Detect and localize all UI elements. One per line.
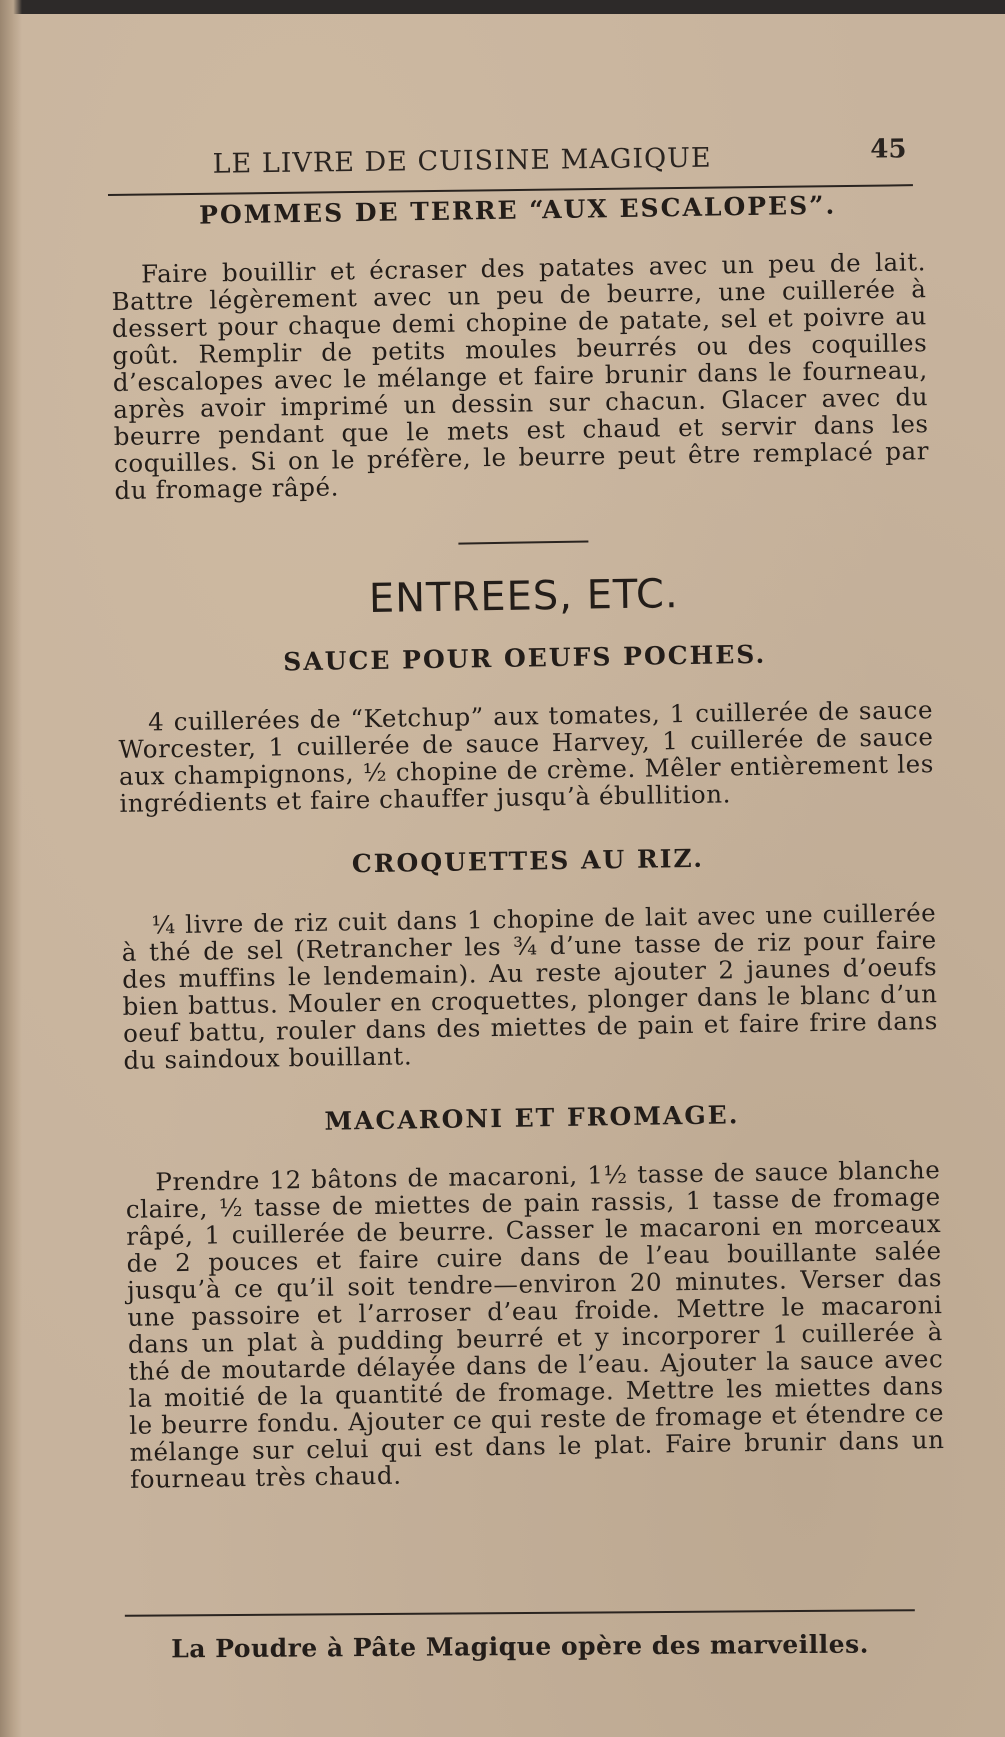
recipe-title-pommes-de-terre: POMMES DE TERRE “AUX ESCALOPES”.	[198, 190, 837, 230]
footer-rule	[125, 1609, 915, 1617]
page-binding-edge	[0, 0, 22, 1737]
recipe-title-macaroni-fromage: MACARONI ET FROMAGE.	[324, 1100, 740, 1136]
page-number: 45	[870, 134, 907, 165]
book-title: LE LIVRE DE CUISINE MAGIQUE	[212, 142, 712, 180]
section-divider	[458, 541, 588, 545]
page-top-edge	[0, 0, 1005, 14]
recipe-text-pommes-de-terre: Faire bouillir et écraser des patates avec un peu de lait. Battre légèrement avec un peu de beurre, une cuillerée à dessert pour chaque demi chopine de patate, sel et poivre au goût. Remplir de petits moules beurrés ou des coquilles d’escalopes avec le mélange et faire brunir dans le fourneau, après avoir imprimé un dessin sur chacun. Glacer avec du beurre pendant que le mets est chaud et servir dans les coquilles. Si on le préfère, le beurre peut être remplacé par du fromage râpé.	[111, 247, 930, 505]
section-title-entrees: ENTREES, ETC.	[368, 571, 679, 622]
page-footer	[125, 1609, 915, 1664]
recipe-title-croquettes-au-riz: CROQUETTES AU RIZ.	[351, 843, 705, 879]
recipe-text-macaroni-fromage: Prendre 12 bâtons de macaroni, 1½ tasse de sauce blanche claire, ½ tasse de miettes de pain rassis, 1 tasse de fromage râpé, 1 cuillerée de beurre. Casser le macaroni en morceaux de 2 pouces et faire cuire dans de l’eau bouillante salée jusqu’à ce qu’il soit tendre—environ 20 minutes. Verser das une passoire et l’arroser d’eau froide. Mettre le macaroni dans un plat à pudding beurré et y incorporer 1 cuillerée à thé de moutarde délayée dans de l’eau. Ajouter la sauce avec la moitié de la quantité de fromage. Mettre les miettes dans le beurre fondu. Ajouter ce qui reste de fromage et étendre ce mélange sur celui qui est dans le plat. Faire brunir dans un fourneau très chaud.	[125, 1155, 945, 1494]
recipe-text-croquettes-au-riz: ¼ livre de riz cuit dans 1 chopine de lait avec une cuillerée à thé de sel (Retrancher les ¾ d’une tasse de riz pour faire des muffins le lendemain). Au reste ajouter 2 jaunes d’oeufs bien battus. Mouler en croquettes, plonger dans le blanc d’un oeuf battu, rouler dans des miettes de pain et faire frire dans du saindoux bouillant.	[121, 898, 939, 1075]
recipe-text-sauce-oeufs-poches: 4 cuillerées de “Ketchup” aux tomates, 1 cuillerée de sauce Worcester, 1 cuillerée de sauce Harvey, 1 cuillerée de sauce aux champignons, ½ chopine de crème. Mêler entièrement les ingrédients et faire chauffer jusqu’à ébullition.	[118, 695, 935, 818]
footer-slogan: La Poudre à Pâte Magique opère des marveilles.	[171, 1629, 869, 1664]
page-content	[110, 189, 945, 1493]
running-header	[107, 130, 913, 196]
recipe-title-sauce-oeufs-poches: SAUCE POUR OEUFS POCHES.	[283, 639, 767, 677]
